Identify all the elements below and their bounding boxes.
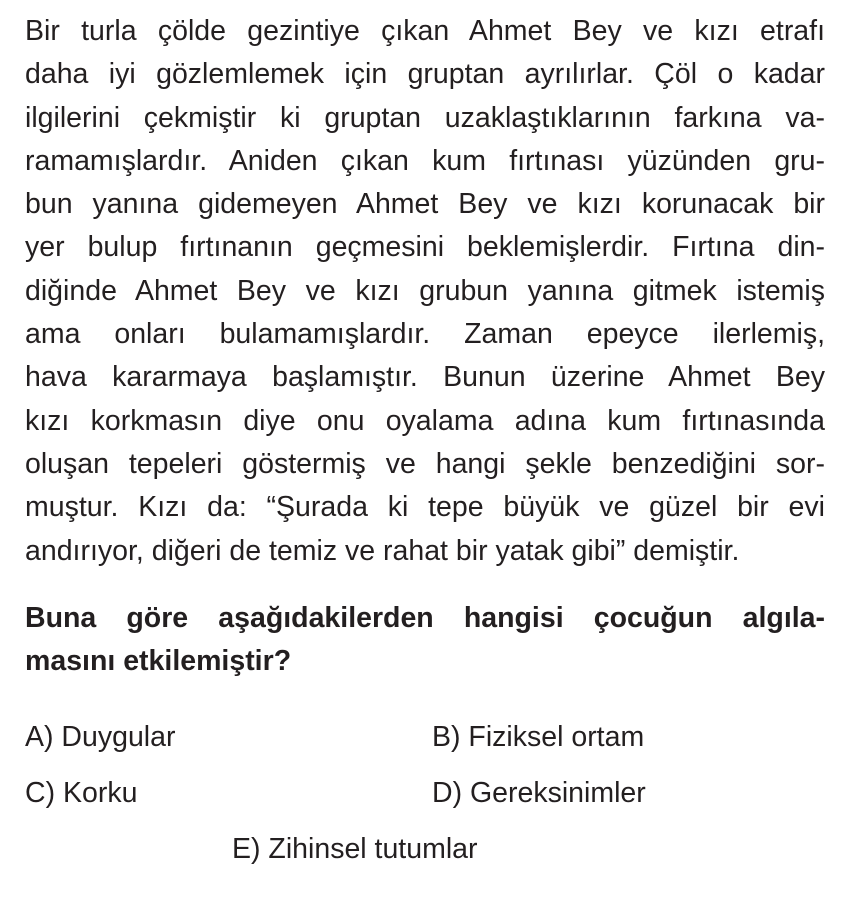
option-d[interactable]: D) Gereksinimler: [432, 777, 646, 809]
option-a[interactable]: A) Duygular: [25, 721, 176, 753]
passage-line: daha iyi gözlemlemek için gruptan ayrılırlar. Çöl o kadar: [25, 58, 825, 91]
passage-line: ramamışlardır. Aniden çıkan kum fırtınası yüzünden gru-: [25, 144, 825, 177]
passage-line: Bir turla çölde gezintiye çıkan Ahmet Bey ve kızı etrafı: [25, 15, 825, 47]
passage-line: ilgilerini çekmiştir ki gruptan uzaklaştıklarının farkına va-: [25, 101, 825, 134]
answer-options: [25, 720, 825, 900]
question-page: [25, 10, 825, 865]
passage-line: ama onları bulamamışlardır. Zaman epeyce ilerlemiş,: [25, 318, 825, 351]
passage-line: muştur. Kızı da: “Şurada ki tepe büyük ve güzel bir evi: [25, 491, 825, 524]
option-e[interactable]: E) Zihinsel tutumlar: [232, 833, 478, 865]
option-c[interactable]: C) Korku: [25, 777, 138, 809]
passage-line: bun yanına gidemeyen Ahmet Bey ve kızı korunacak bir: [25, 188, 825, 221]
passage-line: kızı korkmasın diye onu oyalama adına kum fırtınasında: [25, 404, 825, 437]
passage-line: andırıyor, diğeri de temiz ve rahat bir yatak gibi” demiştir.: [25, 534, 740, 567]
passage-line: oluşan tepeleri göstermiş ve hangi şekle benzediğini sor-: [25, 447, 825, 480]
question-line: masını etkilemiştir?: [25, 644, 292, 677]
passage-line: diğinde Ahmet Bey ve kızı grubun yanına gitmek istemiş: [25, 274, 825, 307]
passage-text: [25, 10, 825, 573]
question-stem: [25, 597, 825, 683]
passage-line: yer bulup fırtınanın geçmesini beklemişlerdir. Fırtına din-: [25, 231, 825, 264]
question-line: Buna göre aşağıdakilerden hangisi çocuğun algıla-: [25, 601, 825, 634]
option-b[interactable]: B) Fiziksel ortam: [432, 721, 645, 753]
passage-line: hava kararmaya başlamıştır. Bunun üzerine Ahmet Bey: [25, 361, 825, 394]
